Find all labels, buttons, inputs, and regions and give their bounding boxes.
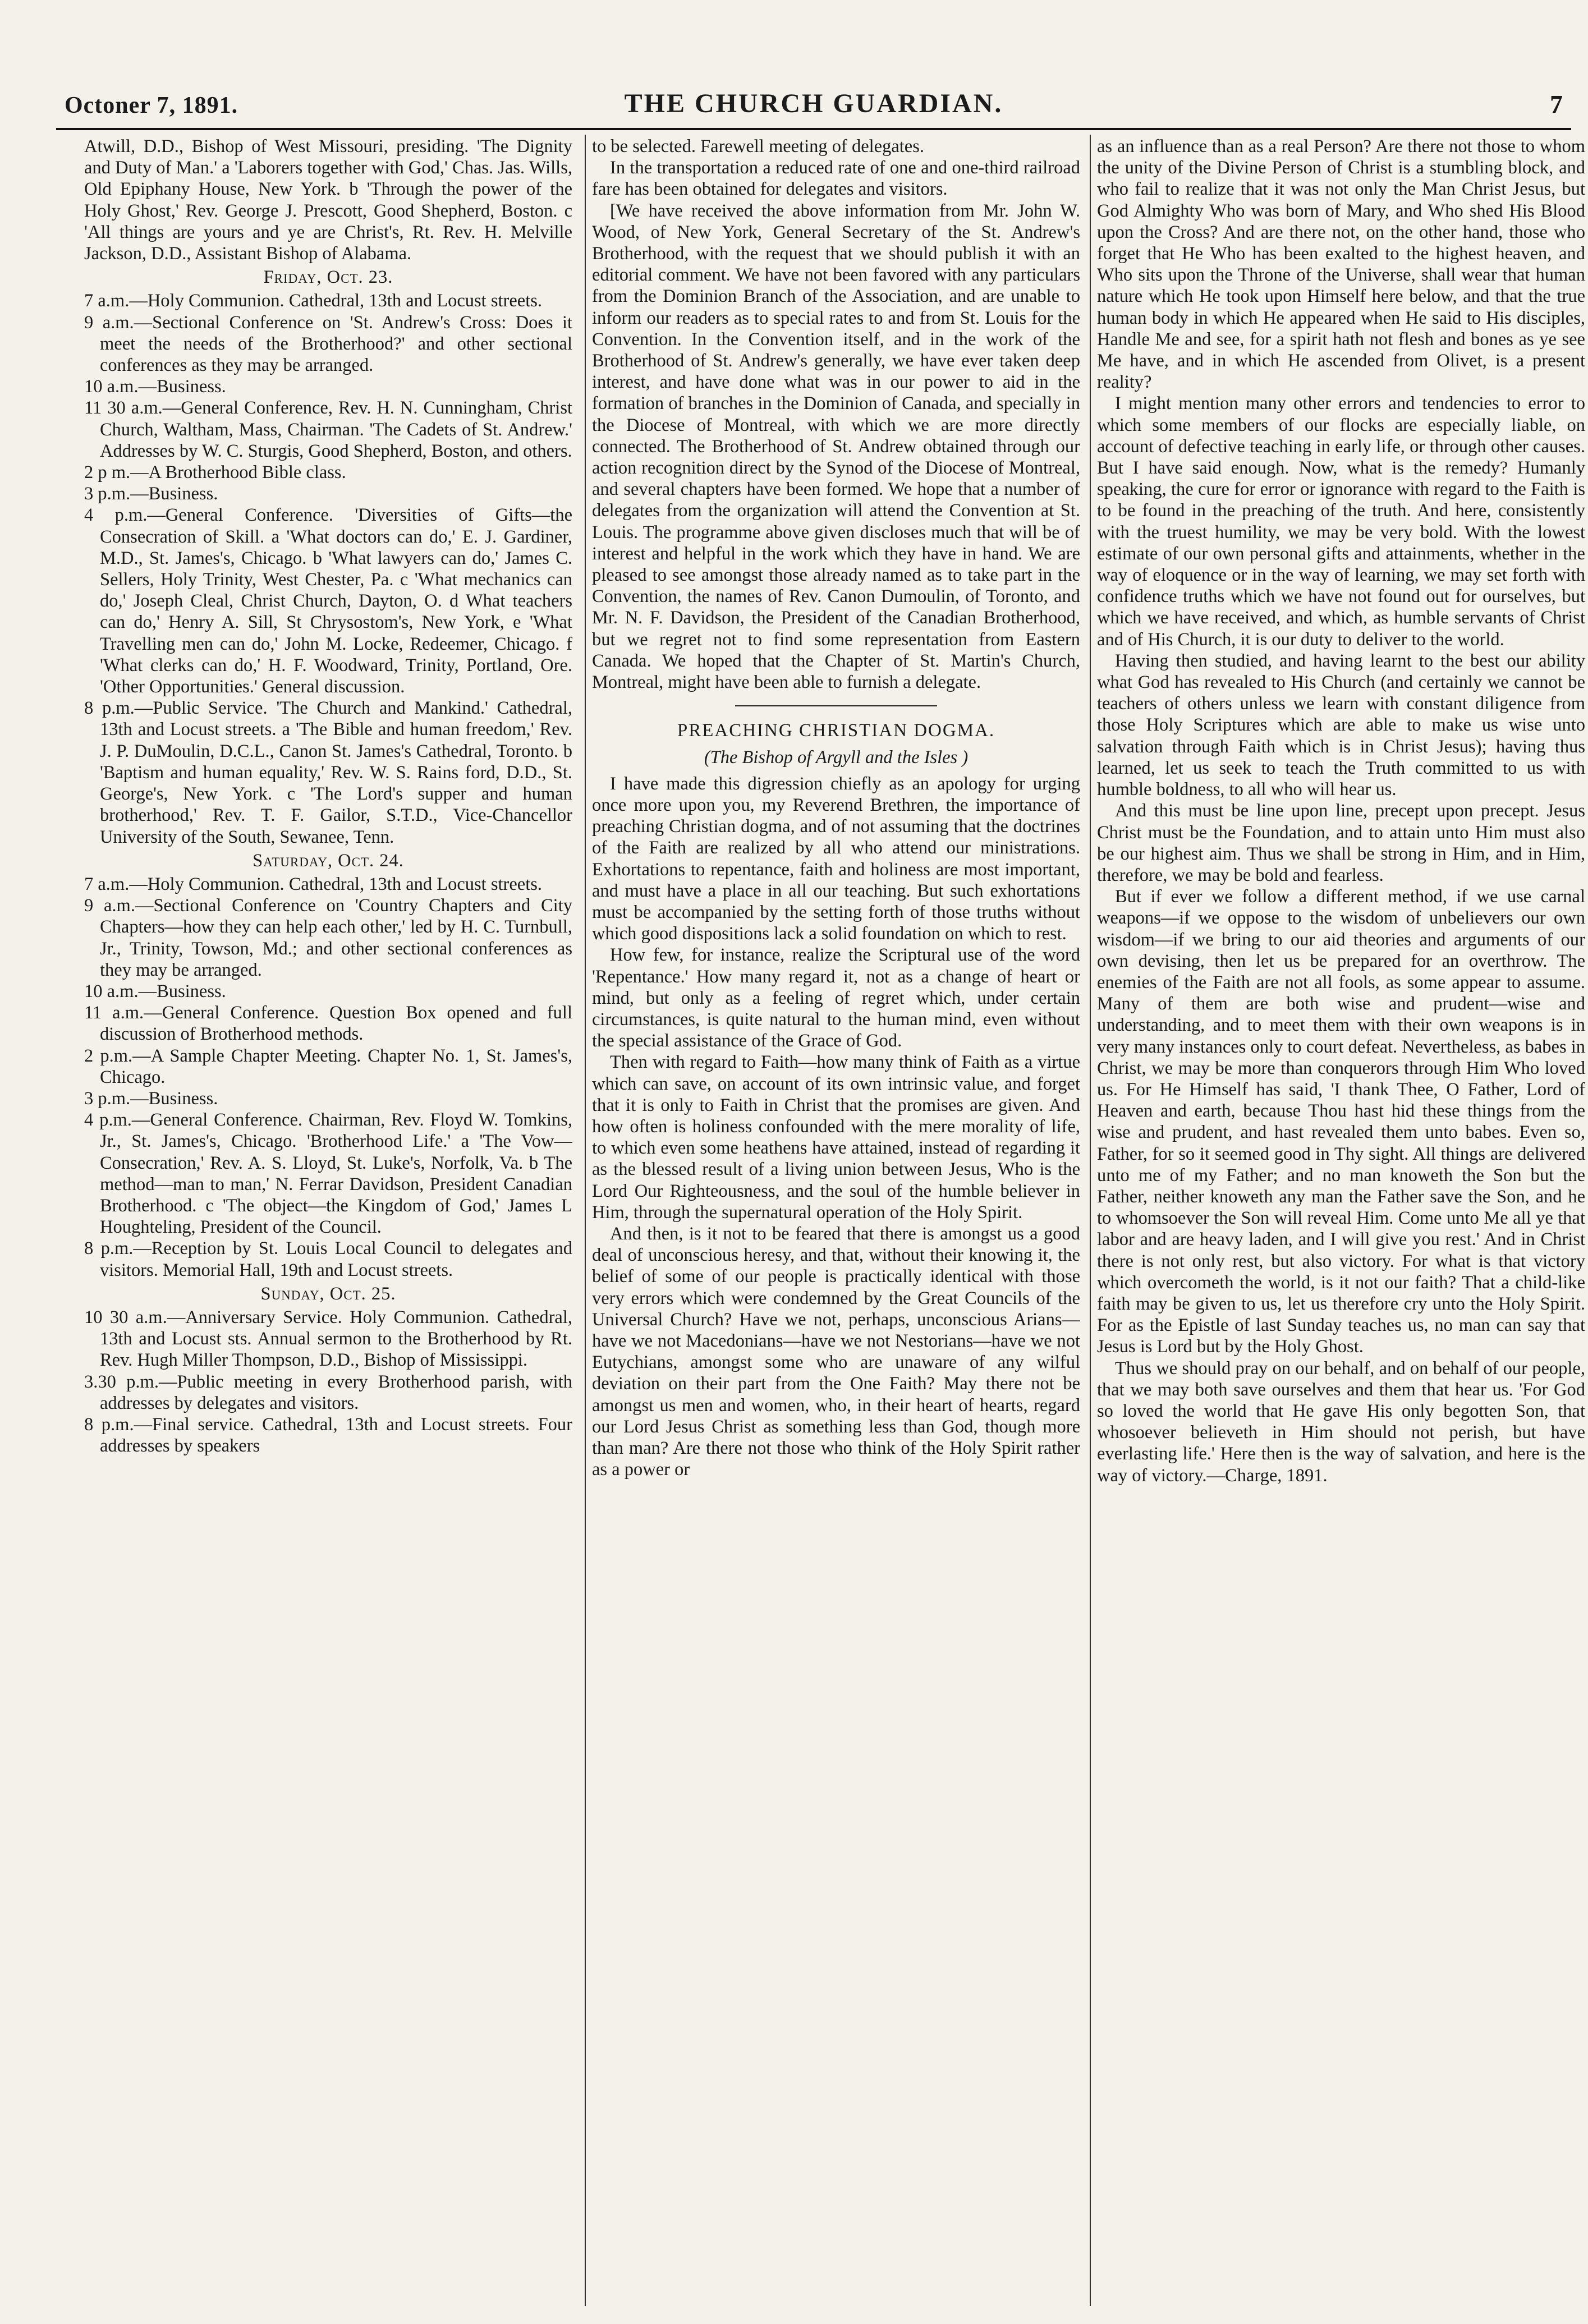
article-heading: PREACHING CHRISTIAN DOGMA. [677, 720, 995, 741]
program-entry: 10 30 a.m.—Anniversary Service. Holy Communion. Cathedral, 13th and Locust sts. Annual sermon to the Brotherhood by Rt. Rev. Hugh Miller Thompson, D.D., Bishop of Mississippi. [84, 1307, 572, 1371]
newspaper-title: THE CHURCH GUARDIAN. [624, 89, 1003, 118]
program-entry: 3 p.m.—Business. [84, 1088, 218, 1109]
day-heading: Friday, Oct. 23. [263, 267, 393, 288]
paragraph: But if ever we follow a different method, if we use carnal weapons—if we oppose to the wisdom of unbelievers our own wisdom—if we bring to our aid theories and arguments of our own devising, then let us be prepared for an overthrow. The enemies of the Faith are not all fools, as some appear to assume. Many of them are both wise and prudent—wise and understanding, and to meet them with their own weapons is in very many instances only to court defeat. Nevertheless, as babes in Christ, we may be more than conquerors through Him Who loved us. For He Himself has said, 'I thank Thee, O Father, Lord of Heaven and earth, because Thou hast hid these things from the wise and prudent, and hast revealed them unto babes. Even so, Father, for so it seemed good in Thy sight. All things are delivered unto me of my Father; and no man knoweth the Son but the Father, neither knoweth any man the Father save the Son, and he to whomsoever the Son will reveal Him. Come unto Me all ye that labor and are heavy laden, and I will give you rest.' And in Christ there is not only rest, but also victory. For what is that victory which overcometh the world, is it not our faith? That a child-like faith may be given to us, let us therefore cry unto the Holy Spirit. For as the Epistle of last Sunday teaches us, no man can say that Jesus is Lord but by the Holy Ghost. [1097, 887, 1585, 1357]
page-number: 7 [1550, 90, 1563, 118]
program-entry: 10 a.m.—Business. [84, 376, 226, 397]
program-entry: 4 p.m.—General Conference. Chairman, Rev. Floyd W. Tomkins, Jr., St. James's, Chicago. 'Brotherhood Life.' a 'The Vow—Consecration,' Rev. A. S. Lloyd, St. Luke's, Norfolk, Va. b The method—man to man,' N. Ferrar Davidson, President Canadian Brotherhood. c 'The object—the Kingdom of God,' James L Houghteling, President of the Council. [84, 1110, 572, 1238]
program-entry: 2 p.m.—A Sample Chapter Meeting. Chapter No. 1, St. James's, Chicago. [84, 1045, 572, 1087]
program-entry: 8 p.m.—Final service. Cathedral, 13th and Locust streets. Four addresses by speakers [84, 1414, 572, 1457]
program-entry: 7 a.m.—Holy Communion. Cathedral, 13th and Locust streets. [84, 291, 542, 311]
article-byline: (The Bishop of Argyll and the Isles ) [704, 747, 969, 768]
column-3 [1097, 136, 1585, 2302]
paragraph: Then with regard to Faith—how many think of Faith as a virtue which can save, on account of its own intrinsic value, and forget that it is only to Faith in Christ that the promises are given. And how often is holiness confounded with the mere morality of life, to which even some heathens have attained, instead of regarding it as the blessed result of a living union between Jesus, Who is the Lord Our Righteousness, and the soul of the humble believer in Him, through the supernatural operation of the Holy Spirit. [592, 1052, 1080, 1223]
column-divider [1090, 135, 1091, 2306]
column-divider [585, 135, 586, 2306]
paragraph: And this must be line upon line, precept upon precept. Jesus Christ must be the Foundation, and to attain unto Him must also be our highest aim. Thus we shall be strong in Him, and in Him, therefore, we may be bold and fearless. [1097, 801, 1585, 885]
paragraph: to be selected. Farewell meeting of delegates. [592, 136, 924, 157]
column-1 [84, 136, 572, 2302]
paragraph: as an influence than as a real Person? Are there not those to whom the unity of the Divine Person of Christ is a stumbling block, and who fail to realize that it was not only the Man Christ Jesus, but God Almighty Who was born of Mary, and Who shed His Blood upon the Cross? And are there not, on the other hand, those who forget that He Who has been exalted to the highest heaven, and Who sits upon the Throne of the Universe, shall wear that human nature which He took upon Himself here below, and that the true human body in which He appeared when He said to His disciples, Handle Me and see, for a spirit hath not flesh and bones as ye see Me have, and in which He ascended from Olivet, is a present reality? [1097, 136, 1585, 393]
program-entry: 8 p.m.—Reception by St. Louis Local Council to delegates and visitors. Memorial Hall, 19th and Locust streets. [84, 1238, 572, 1280]
program-entry: 11 30 a.m.—General Conference, Rev. H. N. Cunningham, Christ Church, Waltham, Mass, Chairman. 'The Cadets of St. Andrew.' Addresses by W. C. Sturgis, Good Shepherd, Boston, and others. [84, 398, 572, 461]
masthead-rule [56, 128, 1571, 130]
paragraph: I have made this digression chiefly as an apology for urging once more upon you, my Reverend Brethren, the importance of preaching Christian dogma, and of not assuming that the doctrines of the Faith are realized by all who attend our ministrations. Exhortations to repentance, faith and holiness are most important, and must have a place in all our teaching. But such exhortations must be accompanied by the setting forth of those truths without which good dispositions lack a solid foundation on which to rest. [592, 773, 1080, 944]
program-entry: 4 p.m.—General Conference. 'Diversities of Gifts—the Consecration of Skill. a 'What doctors can do,' E. J. Gardiner, M.D., St. James's, Chicago. b 'What lawyers can do,' James C. Sellers, Holy Trinity, West Chester, Pa. c 'What mechanics can do,' Joseph Cleal, Christ Church, Dayton, O. d What teachers can do,' Henry A. Sill, St Chrysostom's, New York, e 'What Travelling men can do,' John M. Locke, Redeemer, Chicago. f 'What clerks can do,' H. F. Woodward, Trinity, Portland, Ore. 'Other Opportunities.' General discussion. [84, 505, 572, 697]
program-entry: 3.30 p.m.—Public meeting in every Brotherhood parish, with addresses by delegates and visitors. [84, 1371, 572, 1413]
paragraph: Atwill, D.D., Bishop of West Missouri, presiding. 'The Dignity and Duty of Man.' a 'Laborers together with God,' Chas. Jas. Wills, Old Epiphany House, New York. b 'Through the power of the Holy Ghost,' Rev. George J. Prescott, Good Shepherd, Boston. c 'All things are yours and ye are Christ's, Rt. Rev. H. Melville Jackson, D.D., Assistant Bishop of Alabama. [84, 136, 572, 264]
paragraph: Having then studied, and having learnt to the best our ability what God has revealed to His Church (and certainly we cannot be teachers of others unless we learn with constant diligence from those Holy Scriptures which are able to make us wise unto salvation through Faith which is in Christ Jesus); having thus learned, let us seek to teach the Truth committed to us with humble boldness, to all who will hear us. [1097, 650, 1585, 800]
program-entry: 10 a.m.—Business. [84, 981, 226, 1002]
issue-date: Octoner 7, 1891. [65, 93, 238, 118]
paragraph: How few, for instance, realize the Scriptural use of the word 'Repentance.' How many regard it, not as a change of heart or mind, but only as a feeling of regret which, under certain circumstances, is quite natural to the human mind, even without the special assistance of the Grace of God. [592, 945, 1080, 1051]
paragraph: I might mention many other errors and tendencies to error to which some members of our flocks are especially liable, on account of defective teaching in early life, or through other causes. But I have said enough. Now, what is the remedy? Humanly speaking, the cure for error or ignorance with regard to the Faith is to be found in the preaching of the truth. And here, consistently with the truest humility, we may be very bold. With the lowest estimate of our own personal gifts and attainments, whether in the way of eloquence or in the way of learning, we may set forth with confidence truths which we have not found out for ourselves, but which we have received, and which, as humble servants of Christ and of His Church, it is our duty to deliver to the world. [1097, 393, 1585, 650]
program-entry: 9 a.m.—Sectional Conference on 'St. Andrew's Cross: Does it meet the needs of the Brotherhood?' and other sectional conferences as they may be arranged. [84, 312, 572, 376]
day-heading: Sunday, Oct. 25. [260, 1283, 396, 1304]
masthead [53, 84, 1574, 125]
paragraph: And then, is it not to be feared that there is amongst us a good deal of unconscious heresy, and that, without their knowing it, the belief of some of our people is practically identical with those very errors which were condemned by the Great Councils of the Universal Church? Have we not, perhaps, unconscious Arians—have we not Macedonians—have we not Nestorians—have we not Eutychians, amongst some who are unaware of any wilful deviation on their part from the One Faith? May there not be amongst us men and women, who, in their heart of hearts, regard our Lord Jesus Christ as something less than God, though more than man? Are there not those who think of the Holy Spirit rather as a power or [592, 1223, 1080, 1480]
paragraph: In the transportation a reduced rate of one and one-third railroad fare has been obtained for delegates and visitors. [592, 158, 1080, 200]
program-entry: 9 a.m.—Sectional Conference on 'Country Chapters and City Chapters—how they can help each other,' led by H. C. Turnbull, Jr., Trinity, Towson, Md.; and other sectional conferences as they may be arranged. [84, 895, 572, 980]
editorial-note: [We have received the above information from Mr. John W. Wood, of New York, General Secretary of the St. Andrew's Brotherhood, with the request that we should publish it with an editorial comment. We have not been favored with any particulars from the Dominion Branch of the Association, and are unable to inform our readers as to special rates to and from St. Louis for the Convention. In the Convention itself, and in the work of the Brotherhood of St. Andrew's generally, we have ever taken deep interest, and have done what was in our power to aid in the formation of branches in the Dominion of Canada, and specially in the Diocese of Montreal, with which we are more directly connected. The Brotherhood of St. Andrew obtained through our action recognition direct by the Synod of the Diocese of Montreal, and several chapters have been formed. We hope that a number of delegates from the organization will attend the Convention at St. Louis. The programme above given discloses much that will be of interest and helpful in the work which they have in hand. We are pleased to see amongst those already named as to take part in the Convention, the names of Rev. Canon Dumoulin, of Toronto, and Mr. N. F. Davidson, the President of the Canadian Brotherhood, but we regret not to find some representation from Eastern Canada. We hoped that the Chapter of St. Martin's Church, Montreal, might have been able to furnish a delegate. [592, 200, 1080, 693]
program-entry: 2 p m.—A Brotherhood Bible class. [84, 462, 346, 483]
paragraph: Thus we should pray on our behalf, and on behalf of our people, that we may both save ourselves and them that hear us. 'For God so loved the world that He gave His only begotten Son, that whosoever believeth in Him should not perish, but have everlasting life.' Here then is the way of salvation, and here is the way of victory.—Charge, 1891. [1097, 1358, 1585, 1486]
program-entry: 8 p.m.—Public Service. 'The Church and Mankind.' Cathedral, 13th and Locust streets. a 'The Bible and human freedom,' Rev. J. P. DuMoulin, D.C.L., Canon St. James's Cathedral, Toronto. b 'Baptism and human equality,' Rev. W. S. Rains ford, D.D., St. George's, New York. c 'The Lord's supper and human brotherhood,' Rev. T. F. Gailor, S.T.D., Vice-Chancellor University of the South, Sewanee, Tenn. [84, 698, 572, 847]
day-heading: Saturday, Oct. 24. [253, 850, 404, 871]
program-entry: 11 a.m.—General Conference. Question Box opened and full discussion of Brotherhood methods. [84, 1003, 572, 1045]
section-divider [735, 705, 937, 706]
program-entry: 7 a.m.—Holy Communion. Cathedral, 13th and Locust streets. [84, 874, 542, 894]
column-2 [592, 136, 1080, 2302]
program-entry: 3 p.m.—Business. [84, 484, 218, 504]
